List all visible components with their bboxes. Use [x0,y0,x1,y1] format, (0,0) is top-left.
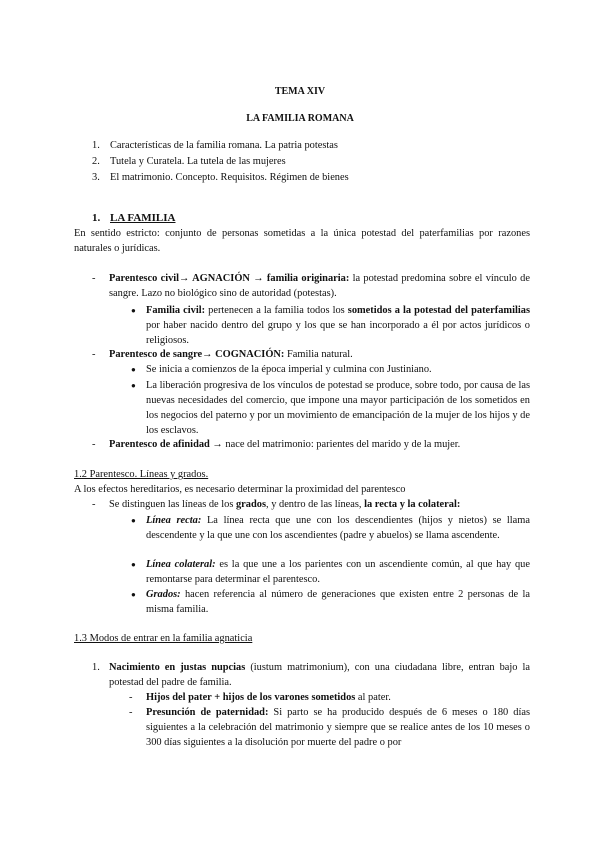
list-item-grados: ● Grados: hacen referencia al número de generaciones que existen entre 2 personas de la misma familia. [131,589,530,615]
list-item-cognacion-liberacion: ● La liberación progresiva de los vínculos de potestad se produce, sobre todo, por causa de las nuevas necesidades del comercio, que impone una mayor participación de los sometidos en los negocios del paterno y por un movimiento de emancipación de la mujer de los hijos y de los esclavos. [131,380,530,436]
list-item-presuncion: - Presunción de paternidad: Si parto se ha producido después de 6 meses o 180 días siguientes a la celebración del matrimonio y siempre que se realice antes de los 10 meses o 300 días siguientes a la disolución por muerte del padre o por [129,707,530,748]
list-item-linea-colateral: ● Línea colateral: es la que une a los parientes con un ascendiente común, al que hay que remontarse para determinar el parentesco. [131,559,530,585]
list-item-hijos-pater: - Hijos del pater + hijos de los varones sometidos al pater. [129,692,391,703]
index-item: 1. Características de la familia romana. La patria potestas [92,140,338,151]
list-item-nacimiento: 1. Nacimiento en justas nupcias (iustum matrimonium), con una ciudadana libre, entran bajo la potestad del padre de familia. [92,662,530,688]
topic-index [92,138,492,186]
document-title: TEMA XIV [274,86,326,97]
list-item-parentesco-afinidad: - Parentesco de afinidad → nace del matrimonio: parientes del marido y de la mujer. [92,439,461,450]
list-item-cognacion-inicio: ● Se inicia a comienzos de la época imperial y culmina con Justiniano. [131,364,432,375]
list-item-linea-recta: ● Línea recta: La línea recta que une con los descendientes (hijos y nietos) se llama descendente y la que une con los ascendientes (padre y abuelos) se llama ascendente. [131,515,530,541]
list-item-familia-civil: ● Familia civil: pertenecen a la familia todos los sometidos a la potestad del paterfamilias por haber nacido dentro del grupo y los que se han incorporado a él por actos jurídicos o religiosos. [131,305,530,346]
section-heading-parentesco: 1.2 Parentesco. Líneas y grados. [74,469,209,480]
section-heading-modos: 1.3 Modos de entrar en la familia agnaticia [74,633,253,644]
list-item-lineas: - Se distinguen las líneas de los grados, y dentro de las líneas, la recta y la colateral: [92,499,461,510]
section-heading-familia: 1. LA FAMILIA [92,212,176,224]
document-subtitle: LA FAMILIA ROMANA [246,113,354,124]
list-item-parentesco-sangre: - Parentesco de sangre→ COGNACIÓN: Familia natural. [92,349,353,360]
list-item-parentesco-civil: - Parentesco civil→ AGNACIÓN → familia originaria: la potestad predomina sobre el vínculo de sangre. Lazo no biológico sino de autoridad (potestas). [92,273,530,299]
index-item: 2. Tutela y Curatela. La tutela de las mujeres [92,156,286,167]
index-item: 3. El matrimonio. Concepto. Requisitos. Régimen de bienes [92,172,349,183]
section-intro: A los efectos hereditarios, es necesario determinar la proximidad del parentesco [74,484,406,495]
section-intro: En sentido estricto: conjunto de personas sometidas a la única potestad del paterfamilias por razones naturales o jurídicas. [74,228,530,254]
